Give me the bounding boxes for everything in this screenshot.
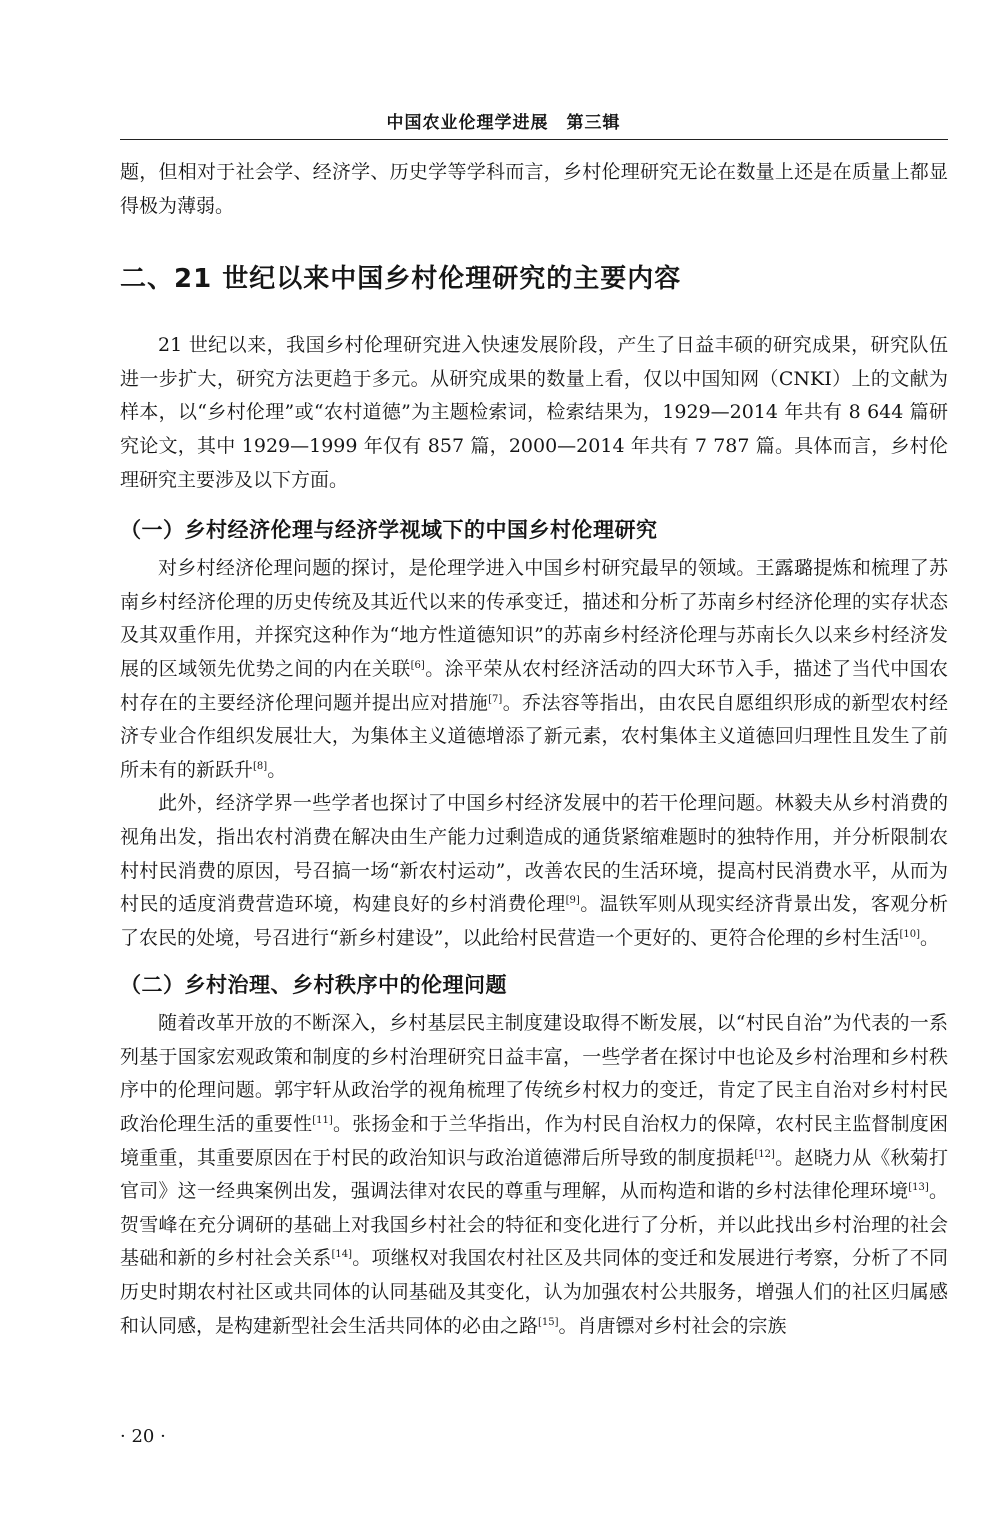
citation-marker: [10] bbox=[899, 928, 920, 940]
citation-marker: [13] bbox=[908, 1182, 929, 1194]
citation-marker: [15] bbox=[538, 1316, 559, 1328]
paragraph-text: 。 bbox=[919, 926, 939, 949]
paragraph-text: 。肖唐镖对乡村社会的宗族 bbox=[558, 1314, 787, 1337]
paragraph-rural-governance bbox=[120, 1007, 948, 1343]
paragraph-economics-scholars bbox=[120, 787, 948, 955]
paragraph-text: 。项继权对我国农村社区及共同体的变迁和发展进行考察，分析了不同历史时期农村社区或共同体的认同基础及其变化，认为加强农村公共服务，增强人们的社区归属感和认同感，是构建新型社会生活共同体的必由之路 bbox=[120, 1247, 948, 1337]
running-head: 中国农业伦理学进展 第三辑 bbox=[386, 113, 621, 133]
paragraph-text: 。涂平荣从农村经济活动的四大环节入手，描述了当代中国农村存在的主要经济伦理问题并提出应对措施 bbox=[120, 657, 948, 714]
paragraph-text: 。乔法容等指出，由农民自愿组织形成的新型农村经济专业合作组织发展壮大，为集体主义道德增添了新元素，农村集体主义道德回归理性且发生了前所未有的新跃升 bbox=[120, 691, 948, 781]
citation-marker: [12] bbox=[754, 1148, 775, 1160]
page-body bbox=[120, 156, 948, 1343]
paragraph-text: 。 bbox=[267, 758, 287, 781]
subsection-heading-2: （二）乡村治理、乡村秩序中的伦理问题 bbox=[120, 973, 507, 998]
section-intro-paragraph: 21 世纪以来，我国乡村伦理研究进入快速发展阶段，产生了日益丰硕的研究成果，研究队伍进一步扩大，研究方法更趋于多元。从研究成果的数量上看，仅以中国知网（CNKI）上的文献为样本，以“乡村伦理”或“农村道德”为主题检索词，检索结果为，1929—2014 年共有 8 644 篇研究论文，其中 1929—1999 年仅有 857 篇，2000—2014 年共有 7 787 篇。具体而言，乡村伦理研究主要涉及以下方面。 bbox=[120, 334, 948, 491]
paragraph-text: 。温铁军则从现实经济背景出发，客观分析了农民的处境，号召进行“新乡村建设”，以此给村民营造一个更好的、更符合伦理的乡村生活 bbox=[120, 893, 948, 949]
citation-marker: [7] bbox=[488, 693, 503, 705]
paragraph-text: 。赵晓力从《秋菊打官司》这一经典案例出发，强调法律对农民的尊重与理解，从而构造和谐的乡村法律伦理环境 bbox=[120, 1146, 948, 1203]
citation-marker: [8] bbox=[253, 760, 268, 772]
continuation-paragraph: 题，但相对于社会学、经济学、历史学等学科而言，乡村伦理研究无论在数量上还是在质量上都显得极为薄弱。 bbox=[120, 161, 948, 217]
paragraph-text: 。贺雪峰在充分调研的基础上对我国乡村社会的特征和变化进行了分析，并以此找出乡村治理的社会基础和新的乡村社会关系 bbox=[120, 1180, 948, 1270]
subsection-heading-1: （一）乡村经济伦理与经济学视域下的中国乡村伦理研究 bbox=[120, 518, 658, 543]
paragraph-text: 此外，经济学界一些学者也探讨了中国乡村经济发展中的若干伦理问题。林毅夫从乡村消费的视角出发，指出农村消费在解决由生产能力过剩造成的通货紧缩难题时的独特作用，并分析限制农村村民消费的原因，号召搞一场“新农村运动”，改善农民的生活环境，提高村民消费水平，从而为村民的适度消费营造环境，构建良好的乡村消费伦理 bbox=[120, 792, 948, 916]
citation-marker: [11] bbox=[312, 1115, 333, 1127]
citation-marker: [6] bbox=[410, 659, 425, 671]
paragraph-economic-ethics bbox=[120, 552, 948, 787]
page-number: · 20 · bbox=[120, 1426, 166, 1447]
section-heading: 二、21 世纪以来中国乡村伦理研究的主要内容 bbox=[120, 264, 682, 295]
paragraph-text: 随着改革开放的不断深入，乡村基层民主制度建设取得不断发展，以“村民自治”为代表的一系列基于国家宏观政策和制度的乡村治理研究日益丰富，一些学者在探讨中也论及乡村治理和乡村秩序中的伦理问题。郭宇轩从政治学的视角梳理了传统乡村权力的变迁，肯定了民主自治对乡村村民政治伦理生活的重要性 bbox=[120, 1012, 948, 1136]
header-rule bbox=[120, 139, 948, 140]
paragraph-text: 对乡村经济伦理问题的探讨，是伦理学进入中国乡村研究最早的领域。王露璐提炼和梳理了苏南乡村经济伦理的历史传统及其近代以来的传承变迁，描述和分析了苏南乡村经济伦理的实存状态及其双重作用，并探究这种作为“地方性道德知识”的苏南乡村经济伦理与苏南长久以来乡村经济发展的区域领先优势之间的内在关联 bbox=[120, 557, 948, 680]
citation-marker: [14] bbox=[331, 1249, 353, 1261]
citation-marker: [9] bbox=[565, 895, 580, 907]
paragraph-text: 。张扬金和于兰华指出，作为村民自治权力的保障，农村民主监督制度困境重重，其重要原因在于村民的政治知识与政治道德滞后所导致的制度损耗 bbox=[120, 1113, 948, 1169]
